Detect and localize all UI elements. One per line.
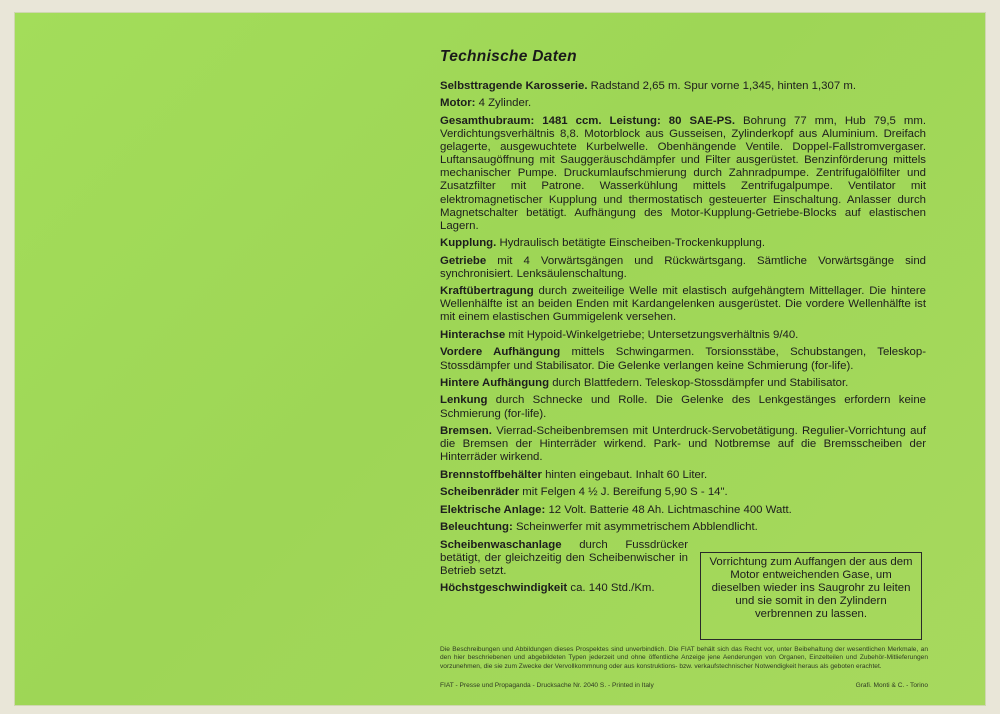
spec-item: [440, 504, 926, 517]
spec-short-column: [440, 539, 688, 596]
page-title: Technische Daten: [440, 48, 577, 65]
spec-item: [440, 469, 926, 482]
crankcase-ventilation-note: Vorrichtung zum Auffangen der aus dem Motor entweichenden Gase, um dieselben wieder ins Saugrohr zu leiten und sie somit in den Zylindern verbrennen zu lassen.: [700, 552, 922, 640]
spec-item: [440, 255, 926, 281]
spec-term: Selbsttragende Karosserie.: [440, 80, 588, 92]
spec-text: 12 Volt. Batterie 48 Ah. Lichtmaschine 400 Watt.: [545, 503, 792, 516]
spec-term: Hinterachse: [440, 328, 506, 341]
spec-item: [440, 539, 688, 578]
spec-text: mit 4 Vorwärtsgängen und Rückwärtsgang. Sämtliche Vorwärtsgänge sind synchronisiert. Lenksäulenschaltung.: [440, 254, 926, 280]
spec-item: [440, 80, 926, 93]
spec-term: Scheibenwaschanlage: [440, 538, 562, 551]
spec-text: mittels Schwingarmen. Torsionsstäbe, Schubstangen, Teleskop-Stossdämpfer und Stabilisator. Die Gelenke verlangen keine Schmierung (for-life).: [440, 346, 926, 372]
spec-item: [440, 486, 926, 499]
footer-imprint: FIAT - Presse und Propaganda - Drucksache Nr. 2040 S. - Printed in Italy: [440, 682, 654, 689]
spec-item: [440, 394, 926, 420]
spec-term: Bremsen.: [440, 425, 492, 438]
spec-text: Radstand 2,65 m. Spur vorne 1,345, hinten 1,307 m.: [587, 80, 856, 92]
footer-disclaimer: Die Beschreibungen und Abbildungen dieses Prospektes sind unverbindlich. Die FIAT behält sich das Recht vor, unter Beibehaltung der wesentlichen Merkmale, an den hier beschriebenen und abgebildeten Typen jederzeit und ohne öffentliche Anzeige jene Aenderungen von Organen, Einzelteilen und Zubehör-Mitlieferungen vorzunehmen, die sie zum Zwecke der Vervollkommnung oder aus konstruktions- bzw. verkaufstechnischer Notwendigkeit heraus als geboten erachtet.: [440, 646, 928, 670]
spec-term: Lenkung: [440, 394, 488, 407]
spec-term: Hintere Aufhängung: [440, 377, 550, 389]
spec-item: [440, 425, 926, 464]
spec-term: Getriebe: [440, 254, 487, 267]
spec-term: Höchstgeschwindigkeit: [440, 582, 568, 595]
spec-text: ca. 140 Std./Km.: [567, 582, 655, 595]
spec-text: durch zweiteilige Welle mit elastisch aufgehängtem Mittellager. Die hintere Wellenhälfte ist an beiden Enden mit Kardangelenken ausgerüstet. Die vordere Wellenhälfte ist mit einem elastischen Gummigelenk versehen.: [440, 285, 926, 324]
spec-text: durch Schnecke und Rolle. Die Gelenke des Lenkgestänges erfordern keine Schmierung (for-life).: [440, 394, 926, 420]
footer-imprint-row: [440, 682, 928, 689]
spec-term: Gesamthubraum: 1481 ccm. Leistung: 80 SAE-PS.: [440, 114, 736, 127]
spec-item: [440, 237, 926, 250]
brochure-page: [14, 12, 986, 706]
spec-term: Kupplung.: [440, 237, 497, 250]
spec-item: [440, 97, 926, 110]
spec-text: Scheinwerfer mit asymmetrischem Abblendlicht.: [512, 521, 758, 534]
spec-term: Vordere Aufhängung: [440, 346, 561, 359]
spec-item: [440, 346, 926, 372]
spec-item: [440, 521, 926, 534]
spec-text: durch Blattfedern. Teleskop-Stossdämpfer und Stabilisator.: [549, 377, 849, 389]
spec-item: [440, 115, 926, 233]
spec-term: Kraftübertragung: [440, 285, 534, 298]
spec-list: [440, 80, 926, 600]
spec-term: Beleuchtung:: [440, 521, 513, 534]
spec-text: Vierrad-Scheibenbremsen mit Unterdruck-Servobetätigung. Regulier-Vorrichtung auf die Bremsen der Hinterräder wirkend. Park- und Notbremse auf die Bremsscheiben der Hinterräder wirkend.: [440, 425, 926, 464]
spec-text: Bohrung 77 mm, Hub 79,5 mm. Verdichtungsverhältnis 8,8. Motorblock aus Gusseisen, Zylinderkopf aus Aluminium. Dreifach gelagerte, ausgewuchtete Kurbelwelle. Obenhängende Ventile. Doppel-Fallstromvergaser. Luftansaugöffnung mit Sauggeräuschdämpfer und Filter ausgerüstet. Benzinförderung mittels mechanischer Pumpe. Druckumlaufschmierung durch Zahnradpumpe. Zentrifugalölfilter und Zusatzfilter mit Patrone. Wasserkühlung mittels Zentrifugalpumpe. Ventilator mit elektromagnetischer Kupplung und thermostatisch gesteuerter Einschaltung. Anlasser durch Magnetschalter betätigt. Aufhängung des Motor-Kupplung-Getriebe-Blocks auf elastischen Lagern.: [440, 114, 926, 232]
spec-term: Elektrische Anlage:: [440, 503, 546, 516]
spec-item: [440, 285, 926, 324]
spec-item: [440, 582, 688, 595]
spec-item: [440, 329, 926, 342]
spec-text: mit Felgen 4 ½ J. Bereifung 5,90 S - 14".: [519, 486, 728, 499]
spec-term: Motor:: [440, 97, 476, 110]
spec-text: mit Hypoid-Winkelgetriebe; Untersetzungsverhältnis 9/40.: [505, 328, 799, 341]
spec-term: Brennstoffbehälter: [440, 468, 542, 481]
spec-item: [440, 377, 926, 390]
spec-text: Hydraulisch betätigte Einscheiben-Trockenkupplung.: [496, 237, 765, 250]
spec-text: 4 Zylinder.: [475, 97, 532, 110]
footer-printer: Grafi. Monti & C. - Torino: [855, 682, 928, 689]
spec-term: Scheibenräder: [440, 486, 520, 499]
spec-text: durch Fussdrücker betätigt, der gleichzeitig den Scheibenwischer in Betrieb setzt.: [440, 538, 688, 577]
spec-text: hinten eingebaut. Inhalt 60 Liter.: [541, 468, 708, 481]
